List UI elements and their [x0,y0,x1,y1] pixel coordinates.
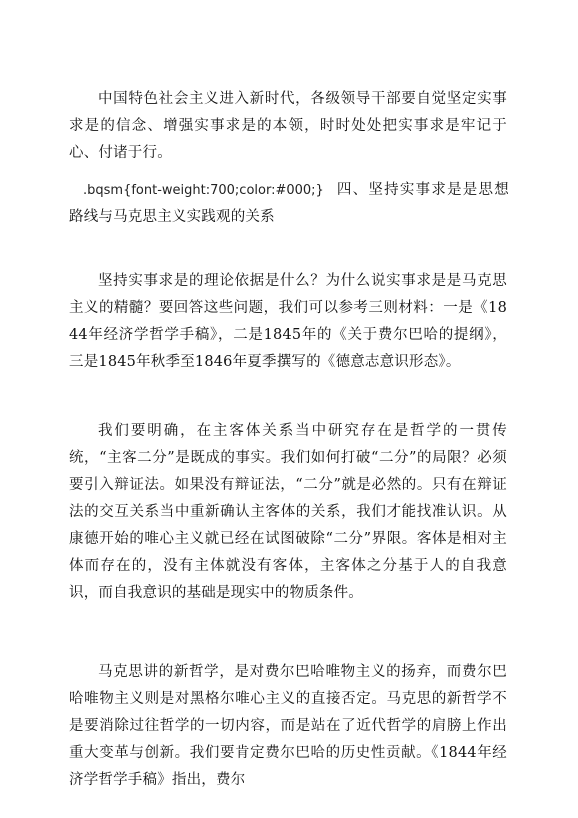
paragraph-subject-object: 我们要明确，在主客体关系当中研究存在是哲学的一贯传统，“主客二分”是既成的事实。我们如何打破“二分”的局限？必须要引入辩证法。如果没有辩证法，“二分”就是必然的。只有在辩证法的交互关系当中重新确认主客体的关系，我们才能找准认识。从康德开始的唯心主义就已经在试图破除“二分”界限。客体是相对主体而存在的，没有主体就没有客体，主客体之分基于人的自我意识，而自我意识的基础是现实中的物质条件。 [69,423,507,601]
paragraph-theoretical-basis: 坚持实事求是的理论依据是什么？为什么说实事求是是马克思主义的精髓？要回答这些问题，我们可以参考三则材料：一是《1844年经济学哲学手稿》，二是1845年的《关于费尔巴哈的提纲》，三是1845年秋季至1846年夏季撰写的《德意志意识形态》。 [69,273,507,370]
paragraph-new-philosophy: 马克思讲的新哲学，是对费尔巴哈唯物主义的扬弃，而费尔巴哈唯物主义则是对黑格尔唯心主义的直接否定。马克思的新哲学不是要消除过往哲学的一切内容，而是站在了近代哲学的肩膀上作出重大变革与创新。我们要肯定费尔巴哈的历史性贡献。《1844年经济学哲学手稿》指出，费尔 [69,664,507,788]
section-heading [69,177,509,231]
paragraph-new-era: 中国特色社会主义进入新时代，各级领导干部要自觉坚定实事求是的信念、增强实事求是的本领，时时处处把实事求是牢记于心、付诸于行。 [69,91,507,161]
section-heading-title: 四、坚持实事求是是思想路线与马克思主义实践观的关系 [69,182,509,225]
leaked-css-text: .bqsm{font-weight:700;color:#000;} [83,183,324,198]
